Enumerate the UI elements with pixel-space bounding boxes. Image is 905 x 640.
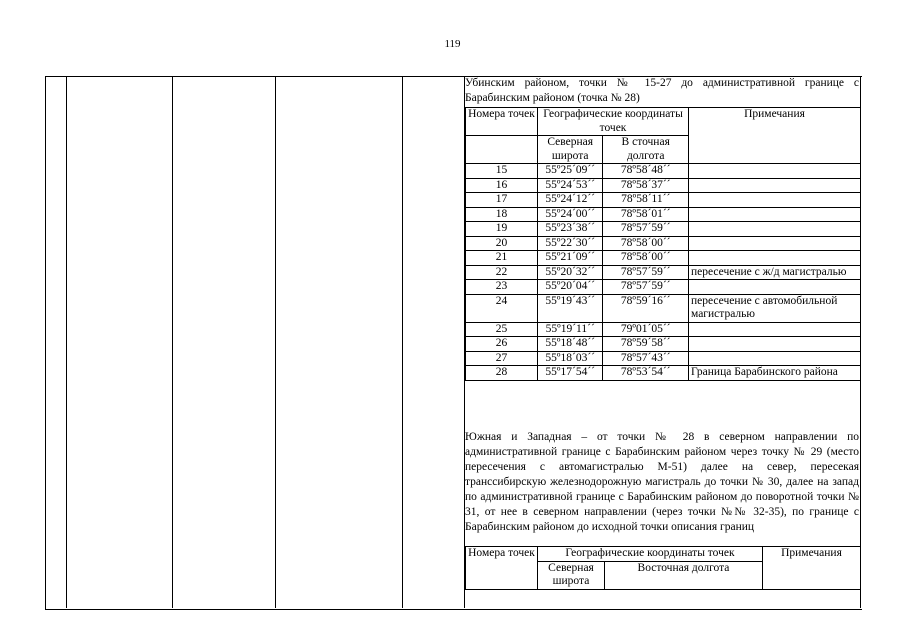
longitude-cell: 79º01´05´´ (603, 322, 689, 337)
latitude-cell: 55º24´00´´ (538, 207, 603, 222)
table-row (466, 265, 861, 280)
note-cell (689, 351, 861, 366)
header-notes: Примечания (762, 547, 860, 590)
table-row (466, 236, 861, 251)
header-notes: Примечания (689, 108, 861, 164)
table-row (466, 280, 861, 295)
coordinates-table-2 (465, 546, 861, 590)
point-number: 27 (466, 351, 538, 366)
latitude-cell: 55º22´30´´ (538, 236, 603, 251)
longitude-cell: 78º59´58´´ (603, 337, 689, 352)
point-number: 20 (466, 236, 538, 251)
longitude-cell: 78º57´59´´ (603, 280, 689, 295)
header-latitude: Северная широта (538, 136, 603, 164)
longitude-cell: 78º57´43´´ (603, 351, 689, 366)
latitude-cell: 55º23´38´´ (538, 222, 603, 237)
point-number: 26 (466, 337, 538, 352)
longitude-cell: 78º58´01´´ (603, 207, 689, 222)
point-number: 19 (466, 222, 538, 237)
point-number: 18 (466, 207, 538, 222)
intro-text: Убинским районом, точки № 15-27 до административной границе с Барабинским районом (точка № 28) (465, 77, 859, 104)
header-longitude: В сточная долгота (603, 136, 689, 164)
table-row (466, 294, 861, 322)
page-number: 119 (444, 38, 461, 50)
point-number: 23 (466, 280, 538, 295)
note-cell (689, 193, 861, 208)
latitude-cell: 55º21´09´´ (538, 251, 603, 266)
note-cell (689, 236, 861, 251)
column-divider (66, 76, 67, 608)
longitude-cell: 78º57´59´´ (603, 265, 689, 280)
latitude-cell: 55º25´09´´ (538, 164, 603, 179)
point-number: 17 (466, 193, 538, 208)
longitude-cell: 78º58´00´´ (603, 236, 689, 251)
point-number: 21 (466, 251, 538, 266)
header-point-numbers: Номера точек (466, 108, 538, 136)
header-longitude: Восточная долгота (605, 561, 763, 589)
table-row (466, 366, 861, 381)
latitude-cell: 55º19´11´´ (538, 322, 603, 337)
table-row (466, 251, 861, 266)
note-cell (689, 207, 861, 222)
header-point-numbers: Номера точек (466, 547, 538, 590)
header-latitude: Северная широта (538, 561, 605, 589)
longitude-cell: 78º58´11´´ (603, 193, 689, 208)
note-cell (689, 222, 861, 237)
note-cell (689, 178, 861, 193)
header-spacer (466, 136, 538, 164)
description-cell (465, 76, 861, 608)
table-row (466, 207, 861, 222)
latitude-cell: 55º18´03´´ (538, 351, 603, 366)
table-row (466, 178, 861, 193)
longitude-cell: 78º53´54´´ (603, 366, 689, 381)
header-coordinates: Географические координаты точек (538, 108, 689, 136)
table-row (466, 164, 861, 179)
south-west-boundary-text: Южная и Западная – от точки № 28 в северном направлении по административной границе с Барабинским районом через точку № 29 (место пересечения с автомагистралью М-51) далее на север, пересекая транссибирскую железнодорожную магистраль до точки № 30, далее на запад по административной границе с Барабинским районом до поворотной точки № 31, от нее в северном направлении (через точки №№ 32-35), по границе с Барабинским районом до исходной точки описания границ (465, 431, 859, 533)
table-row (466, 351, 861, 366)
note-cell: пересечение с ж/д магистралью (689, 265, 861, 280)
point-number: 16 (466, 178, 538, 193)
note-cell (689, 164, 861, 179)
header-coordinates: Географические координаты точек (538, 547, 763, 562)
latitude-cell: 55º19´43´´ (538, 294, 603, 322)
longitude-cell: 78º59´16´´ (603, 294, 689, 322)
table-row (466, 222, 861, 237)
point-number: 22 (466, 265, 538, 280)
coordinates-table-1 (465, 107, 861, 381)
latitude-cell: 55º20´32´´ (538, 265, 603, 280)
note-cell (689, 322, 861, 337)
latitude-cell: 55º20´04´´ (538, 280, 603, 295)
point-number: 15 (466, 164, 538, 179)
longitude-cell: 78º58´37´´ (603, 178, 689, 193)
note-cell: Граница Барабинского района (689, 366, 861, 381)
column-divider (402, 76, 403, 608)
column-divider (275, 76, 276, 608)
point-number: 24 (466, 294, 538, 322)
point-number: 28 (466, 366, 538, 381)
longitude-cell: 78º57´59´´ (603, 222, 689, 237)
note-cell (689, 251, 861, 266)
note-cell: пересечение с автомобильной магистралью (689, 294, 861, 322)
note-cell (689, 280, 861, 295)
point-number: 25 (466, 322, 538, 337)
table-row (466, 337, 861, 352)
column-divider (172, 76, 173, 608)
table-row (466, 322, 861, 337)
table-row (466, 193, 861, 208)
note-cell (689, 337, 861, 352)
longitude-cell: 78º58´00´´ (603, 251, 689, 266)
latitude-cell: 55º24´53´´ (538, 178, 603, 193)
longitude-cell: 78º58´48´´ (603, 164, 689, 179)
latitude-cell: 55º17´54´´ (538, 366, 603, 381)
latitude-cell: 55º24´12´´ (538, 193, 603, 208)
latitude-cell: 55º18´48´´ (538, 337, 603, 352)
